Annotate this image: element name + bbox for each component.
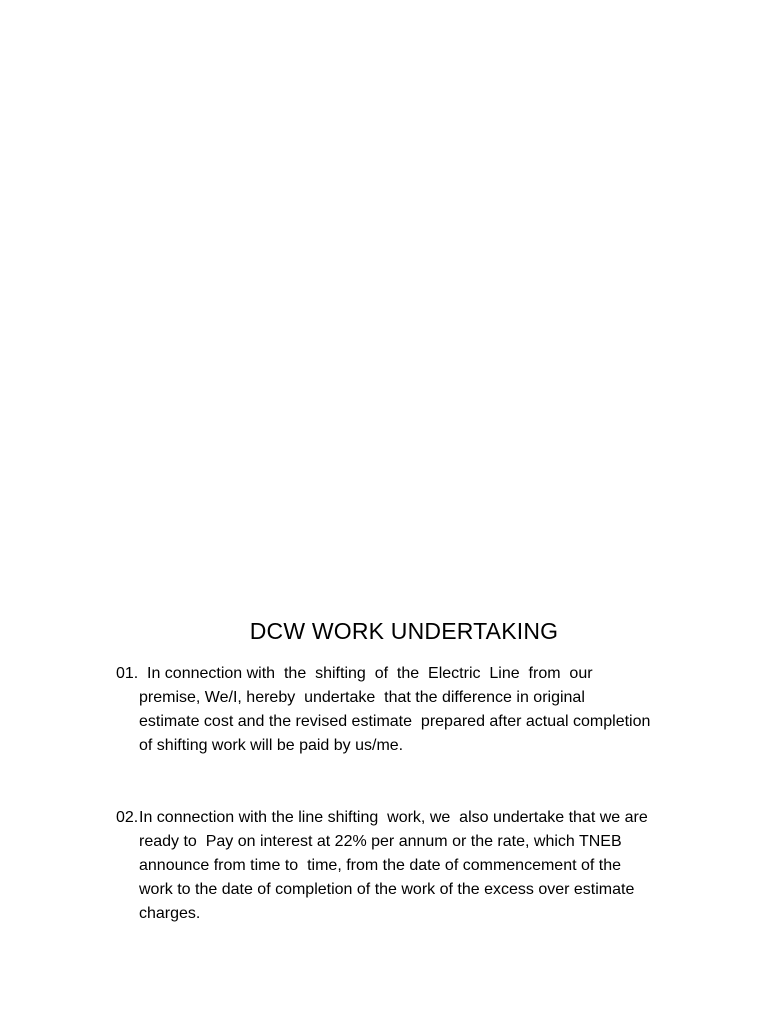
undertaking-clause-2 <box>116 806 676 926</box>
clause-line: In connection with the line shifting work, we also undertake that we are <box>139 809 648 826</box>
clause-line: premise, We/I, hereby undertake that the difference in original <box>139 689 585 706</box>
clause-line: In connection with the shifting of the Electric Line from our <box>147 665 593 682</box>
clause-number: 02. <box>116 809 139 826</box>
clause-number: 01. <box>116 665 139 682</box>
clause-line: announce from time to time, from the date of commencement of the <box>139 857 622 874</box>
clause-line: work to the date of completion of the work of the excess over estimate <box>139 881 635 898</box>
clause-line: ready to Pay on interest at 22% per annum or the rate, which TNEB <box>139 833 622 850</box>
clause-line: of shifting work will be paid by us/me. <box>139 737 404 754</box>
clause-line: estimate cost and the revised estimate prepared after actual completion <box>139 713 651 730</box>
document-title: DCW WORK UNDERTAKING <box>249 618 559 644</box>
clause-line: charges. <box>139 905 201 922</box>
undertaking-clause-1 <box>116 662 676 758</box>
